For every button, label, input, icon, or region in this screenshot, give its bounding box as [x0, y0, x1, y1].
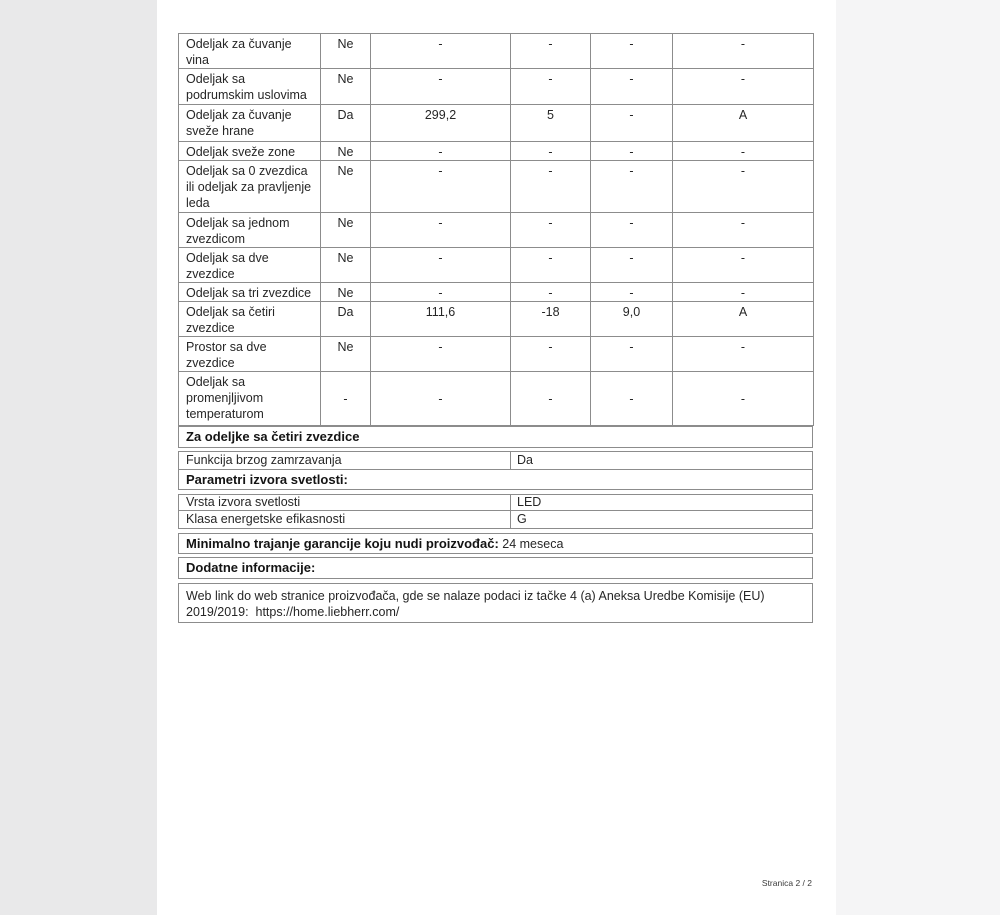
table-row [179, 105, 814, 142]
compartment-value: -18 [511, 302, 591, 337]
compartment-label: Odeljak sa četiri zvezdice [179, 302, 321, 337]
compartment-value: - [371, 34, 511, 69]
light-type-row [179, 495, 812, 510]
fast-freeze-row [178, 451, 813, 470]
warranty-row [178, 533, 813, 554]
compartment-value: Ne [321, 69, 371, 105]
compartment-value: - [591, 283, 673, 302]
table-row [179, 283, 814, 302]
compartment-value: - [673, 161, 814, 213]
compartment-value: - [511, 142, 591, 161]
compartment-value: - [673, 248, 814, 283]
weblink-text-line-1: Web link do web stranice proizvođača, gde se nalaze podaci iz tačke 4 (a) Aneksa Uredbe Komisije (EU) [186, 589, 765, 603]
compartment-value: Ne [321, 337, 371, 372]
compartment-value: - [591, 142, 673, 161]
compartments-table-body [179, 34, 814, 426]
table-row [179, 142, 814, 161]
compartment-label: Odeljak sa tri zvezdice [179, 283, 321, 302]
compartment-label: Odeljak za čuvanje sveže hrane [179, 105, 321, 142]
compartment-value: Ne [321, 34, 371, 69]
compartment-value: - [511, 34, 591, 69]
compartment-label: Odeljak sa podrumskim uslovima [179, 69, 321, 105]
compartment-value: - [371, 283, 511, 302]
compartment-label: Odeljak sa jednom zvezdicom [179, 213, 321, 248]
table-row [179, 213, 814, 248]
table-row [179, 34, 814, 69]
compartment-value: - [591, 69, 673, 105]
warranty-value: 24 meseca [498, 537, 564, 551]
compartment-value: - [321, 372, 371, 426]
compartment-value: - [673, 69, 814, 105]
compartment-value: Da [321, 105, 371, 142]
compartment-value: - [511, 161, 591, 213]
compartment-value: 9,0 [591, 302, 673, 337]
light-type-value: LED [517, 495, 542, 509]
compartment-value: - [673, 142, 814, 161]
compartment-value: - [371, 142, 511, 161]
table-row [179, 302, 814, 337]
light-type-label: Vrsta izvora svetlosti [179, 495, 511, 510]
compartment-value: - [591, 161, 673, 213]
section-header-four-star: Za odeljke sa četiri zvezdice [178, 426, 813, 448]
compartment-value: A [673, 105, 814, 142]
compartment-value: - [371, 161, 511, 213]
compartment-value: 299,2 [371, 105, 511, 142]
document-page [157, 0, 836, 915]
compartment-value: - [511, 248, 591, 283]
light-params-rows [178, 494, 813, 529]
compartment-value: - [673, 34, 814, 69]
page-number: Stranica 2 / 2 [761, 878, 812, 888]
compartment-value: - [591, 248, 673, 283]
table-row [179, 372, 814, 426]
compartment-value: - [511, 213, 591, 248]
viewer-right-margin [836, 0, 1000, 915]
compartment-label: Odeljak sveže zone [179, 142, 321, 161]
weblink-text-line-2: 2019/2019: https://home.liebherr.com/ [186, 605, 400, 619]
fast-freeze-value: Da [517, 453, 533, 467]
weblink-row [178, 583, 813, 623]
compartment-label: Odeljak sa dve zvezdice [179, 248, 321, 283]
compartments-table [178, 33, 814, 426]
compartment-label: Odeljak sa promenjljivom temperaturom [179, 372, 321, 426]
warranty-label: Minimalno trajanje garancije koju nudi proizvođač: [186, 536, 499, 551]
compartment-value: Ne [321, 142, 371, 161]
table-row [179, 248, 814, 283]
compartment-value: - [591, 105, 673, 142]
compartment-value: - [673, 337, 814, 372]
energy-class-row [179, 510, 812, 528]
compartment-value: - [673, 372, 814, 426]
table-row [179, 161, 814, 213]
compartment-value: 5 [511, 105, 591, 142]
compartment-value: Ne [321, 213, 371, 248]
table-row [179, 69, 814, 105]
compartment-value: - [511, 372, 591, 426]
compartment-value: - [371, 372, 511, 426]
fast-freeze-label: Funkcija brzog zamrzavanja [179, 452, 511, 469]
table-row [179, 337, 814, 372]
compartment-value: A [673, 302, 814, 337]
compartment-value: - [673, 213, 814, 248]
compartment-label: Prostor sa dve zvezdice [179, 337, 321, 372]
compartment-value: - [511, 283, 591, 302]
compartment-label: Odeljak sa 0 zvezdica ili odeljak za pravljenje leda [179, 161, 321, 213]
compartment-value: Ne [321, 283, 371, 302]
compartment-value: - [371, 248, 511, 283]
compartment-value: 111,6 [371, 302, 511, 337]
compartment-value: - [673, 283, 814, 302]
compartment-value: - [511, 69, 591, 105]
compartment-value: - [591, 34, 673, 69]
compartment-value: - [591, 372, 673, 426]
energy-class-value: G [517, 512, 527, 526]
compartment-value: - [371, 69, 511, 105]
compartment-value: - [371, 337, 511, 372]
compartment-value: Da [321, 302, 371, 337]
compartment-label: Odeljak za čuvanje vina [179, 34, 321, 69]
energy-class-label: Klasa energetske efikasnosti [179, 511, 511, 528]
section-header-light-params: Parametri izvora svetlosti: [178, 469, 813, 490]
compartment-value: - [371, 213, 511, 248]
compartment-value: - [511, 337, 591, 372]
compartment-value: Ne [321, 248, 371, 283]
section-header-additional-info: Dodatne informacije: [178, 557, 813, 579]
compartment-value: Ne [321, 161, 371, 213]
compartment-value: - [591, 337, 673, 372]
compartment-value: - [591, 213, 673, 248]
